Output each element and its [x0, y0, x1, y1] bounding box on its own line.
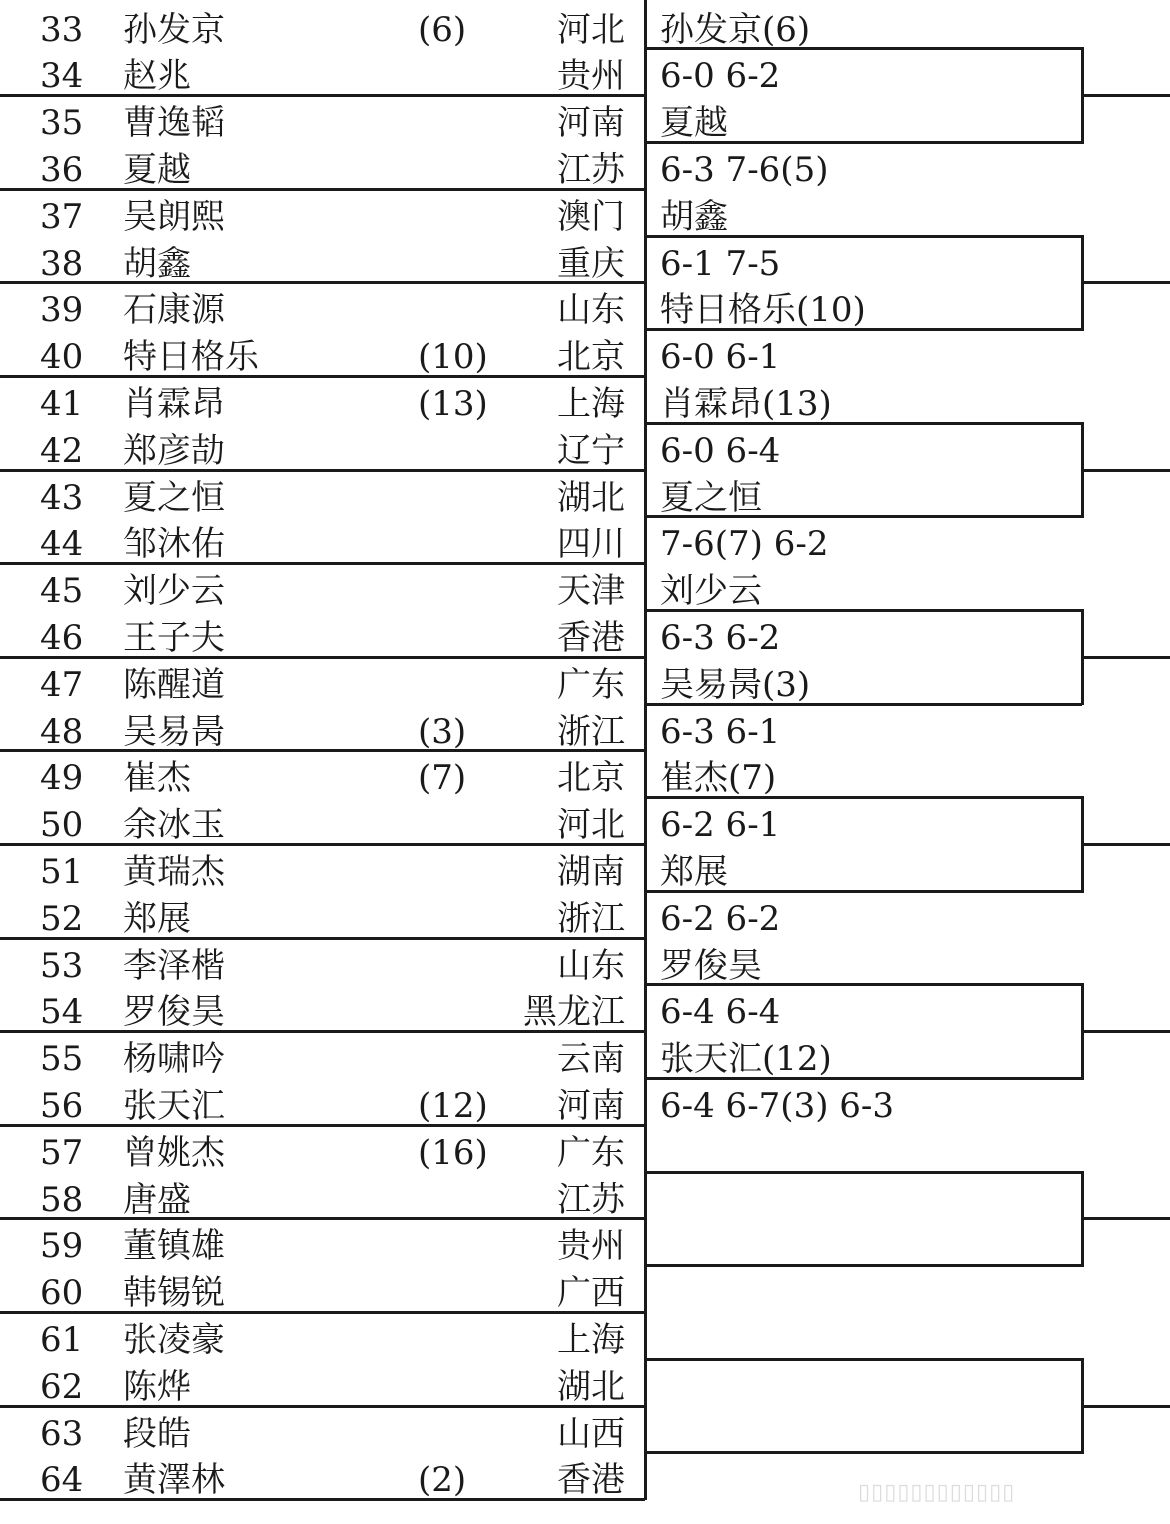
- draw-number: 52: [40, 898, 84, 939]
- round2-score: 6-2 6-2: [660, 898, 781, 939]
- round2-winner: 吴易昺(3): [660, 664, 811, 705]
- draw-row: [0, 1223, 645, 1269]
- player-name: 余冰玉: [123, 805, 225, 846]
- draw-number: 44: [40, 524, 84, 565]
- draw-number: 64: [40, 1460, 84, 1501]
- province: 山西: [557, 1413, 625, 1454]
- round2-score: 6-2 6-1: [660, 805, 781, 846]
- province: 香港: [557, 617, 625, 658]
- draw-number: 49: [40, 758, 84, 799]
- player-name: 李泽楷: [123, 945, 225, 986]
- player-name: 夏越: [123, 149, 191, 190]
- player-name: 韩锡锐: [123, 1273, 225, 1314]
- province: 重庆: [557, 243, 625, 284]
- player-name: 唐盛: [123, 1179, 191, 1220]
- draw-number: 51: [40, 851, 84, 892]
- seed: (13): [418, 383, 488, 424]
- seed: (16): [418, 1132, 488, 1173]
- draw-number: 41: [40, 383, 84, 424]
- province: 江苏: [557, 1179, 625, 1220]
- player-name: 特日格乐: [123, 337, 259, 378]
- round2-score: 6-3 6-2: [660, 617, 781, 658]
- seed: (3): [418, 711, 467, 752]
- draw-number: 43: [40, 477, 84, 518]
- draw-number: 63: [40, 1413, 84, 1454]
- round2-box-bottom: [647, 1451, 1082, 1454]
- draw-number: 59: [40, 1226, 84, 1267]
- draw-row: [0, 1457, 645, 1503]
- draw-number: 50: [40, 805, 84, 846]
- round2-winner: 张天汇(12): [660, 1039, 832, 1080]
- province: 贵州: [557, 56, 625, 97]
- player-name: 郑彦劼: [123, 430, 225, 471]
- draw-number: 46: [40, 617, 84, 658]
- round2-box-bottom: [647, 1264, 1082, 1267]
- player-name: 曹逸韬: [123, 103, 225, 144]
- player-name: 赵兆: [123, 56, 191, 97]
- province: 上海: [557, 1319, 625, 1360]
- province: 河北: [557, 805, 625, 846]
- draw-number: 47: [40, 664, 84, 705]
- draw-number: 48: [40, 711, 84, 752]
- draw-number: 45: [40, 571, 84, 612]
- province: 河北: [557, 9, 625, 50]
- round2-winner: 肖霖昂(13): [660, 383, 832, 424]
- round2-score: 6-0 6-2: [660, 56, 781, 97]
- seed: (2): [418, 1460, 467, 1501]
- province: 北京: [557, 758, 625, 799]
- province: 广西: [557, 1273, 625, 1314]
- draw-row: [0, 802, 645, 848]
- round3-connector: [1082, 469, 1170, 472]
- round2-winner: 刘少云: [660, 571, 762, 612]
- draw-row: [0, 147, 645, 193]
- province: 山东: [557, 945, 625, 986]
- player-name: 黄澤林: [123, 1460, 225, 1501]
- draw-number: 56: [40, 1085, 84, 1126]
- draw-row: [0, 662, 645, 708]
- player-name: 陈醒道: [123, 664, 225, 705]
- draw-row: [0, 989, 645, 1035]
- draw-number: 37: [40, 196, 84, 237]
- draw-row: [0, 381, 645, 427]
- province: 山东: [557, 290, 625, 331]
- draw-number: 33: [40, 9, 84, 50]
- draw-number: 60: [40, 1273, 84, 1314]
- player-name: 郑展: [123, 898, 191, 939]
- player-name: 段皓: [123, 1413, 191, 1454]
- draw-row: [0, 1270, 645, 1316]
- draw-number: 36: [40, 149, 84, 190]
- draw-number: 58: [40, 1179, 84, 1220]
- round2-winner: 胡鑫: [660, 196, 728, 237]
- player-name: 杨啸吟: [123, 1039, 225, 1080]
- draw-row: [0, 1364, 645, 1410]
- province: 香港: [557, 1460, 625, 1501]
- draw-row: [0, 1177, 645, 1223]
- province: 四川: [557, 524, 625, 565]
- draw-row: [0, 896, 645, 942]
- round2-winner: 罗俊昊: [660, 945, 762, 986]
- draw-row: [0, 755, 645, 801]
- round2-winner: 特日格乐(10): [660, 290, 866, 331]
- province: 河南: [557, 1085, 625, 1126]
- seed: (12): [418, 1085, 488, 1126]
- province: 北京: [557, 337, 625, 378]
- province: 河南: [557, 103, 625, 144]
- round3-connector: [1082, 656, 1170, 659]
- player-name: 夏之恒: [123, 477, 225, 518]
- round3-connector: [1082, 1405, 1170, 1408]
- round2-score: 6-3 7-6(5): [660, 149, 829, 190]
- round2-box-top: [647, 1358, 1082, 1361]
- draw-row: [0, 7, 645, 53]
- round2-winner: 郑展: [660, 851, 728, 892]
- player-name: 曾姚杰: [123, 1132, 225, 1173]
- draw-number: 55: [40, 1039, 84, 1080]
- draw-row: [0, 1036, 645, 1082]
- draw-row: [0, 241, 645, 287]
- draw-row: [0, 849, 645, 895]
- round3-connector: [1082, 1217, 1170, 1220]
- round2-winner: 崔杰(7): [660, 758, 777, 799]
- player-name: 董镇雄: [123, 1226, 225, 1267]
- province: 湖南: [557, 851, 625, 892]
- province: 辽宁: [557, 430, 625, 471]
- player-name: 王子夫: [123, 617, 225, 658]
- draw-number: 35: [40, 103, 84, 144]
- province: 贵州: [557, 1226, 625, 1267]
- draw-row: [0, 194, 645, 240]
- draw-row: [0, 709, 645, 755]
- player-name: 石康源: [123, 290, 225, 331]
- round2-winner: 夏之恒: [660, 477, 762, 518]
- draw-number: 38: [40, 243, 84, 284]
- draw-row: [0, 1130, 645, 1176]
- province: 广东: [557, 664, 625, 705]
- round2-winner: 夏越: [660, 103, 728, 144]
- province: 黑龙江: [523, 992, 625, 1033]
- seed: (10): [418, 337, 488, 378]
- draw-row: [0, 1317, 645, 1363]
- player-name: 邹沐佑: [123, 524, 225, 565]
- draw-row: [0, 615, 645, 661]
- province: 广东: [557, 1132, 625, 1173]
- watermark: ▯▯▯▯▯▯▯▯▯▯▯▯: [858, 1480, 1016, 1505]
- province: 浙江: [557, 711, 625, 752]
- draw-number: 53: [40, 945, 84, 986]
- province: 澳门: [557, 196, 625, 237]
- province: 云南: [557, 1039, 625, 1080]
- round2-score: 6-0 6-1: [660, 337, 781, 378]
- draw-row: [0, 475, 645, 521]
- player-name: 孙发京: [123, 9, 225, 50]
- round2-score: 6-4 6-4: [660, 992, 781, 1033]
- player-name: 吴朗熙: [123, 196, 225, 237]
- province: 浙江: [557, 898, 625, 939]
- province: 上海: [557, 383, 625, 424]
- draw-row: [0, 568, 645, 614]
- draw-number: 61: [40, 1319, 84, 1360]
- round2-score: 7-6(7) 6-2: [660, 524, 829, 565]
- draw-row: [0, 53, 645, 99]
- player-name: 胡鑫: [123, 243, 191, 284]
- round3-connector: [1082, 281, 1170, 284]
- draw-row: [0, 943, 645, 989]
- draw-number: 42: [40, 430, 84, 471]
- round2-score: 6-1 7-5: [660, 243, 781, 284]
- draw-number: 39: [40, 290, 84, 331]
- round3-connector: [1082, 1030, 1170, 1033]
- player-name: 罗俊昊: [123, 992, 225, 1033]
- seed: (6): [418, 9, 467, 50]
- seed: (7): [418, 758, 467, 799]
- draw-number: 62: [40, 1366, 84, 1407]
- province: 天津: [557, 571, 625, 612]
- draw-row: [0, 428, 645, 474]
- province: 江苏: [557, 149, 625, 190]
- round3-connector: [1082, 94, 1170, 97]
- player-name: 吴易昺: [123, 711, 225, 752]
- round2-box-top: [647, 1171, 1082, 1174]
- player-name: 刘少云: [123, 571, 225, 612]
- draw-number: 54: [40, 992, 84, 1033]
- player-name: 崔杰: [123, 758, 191, 799]
- round2-score: 6-4 6-7(3) 6-3: [660, 1085, 895, 1126]
- round2-score: 6-3 6-1: [660, 711, 781, 752]
- player-name: 黄瑞杰: [123, 851, 225, 892]
- player-name: 陈烨: [123, 1366, 191, 1407]
- draw-row: [0, 521, 645, 567]
- round2-score: 6-0 6-4: [660, 430, 781, 471]
- draw-row: [0, 334, 645, 380]
- round3-connector: [1082, 843, 1170, 846]
- province: 湖北: [557, 477, 625, 518]
- round2-winner: 孙发京(6): [660, 9, 811, 50]
- draw-row: [0, 287, 645, 333]
- draw-row: [0, 100, 645, 146]
- draw-number: 34: [40, 56, 84, 97]
- province: 湖北: [557, 1366, 625, 1407]
- draw-number: 40: [40, 337, 84, 378]
- player-name: 张凌豪: [123, 1319, 225, 1360]
- player-name: 张天汇: [123, 1085, 225, 1126]
- draw-number: 57: [40, 1132, 84, 1173]
- player-name: 肖霖昂: [123, 383, 225, 424]
- draw-row: [0, 1083, 645, 1129]
- draw-row: [0, 1411, 645, 1457]
